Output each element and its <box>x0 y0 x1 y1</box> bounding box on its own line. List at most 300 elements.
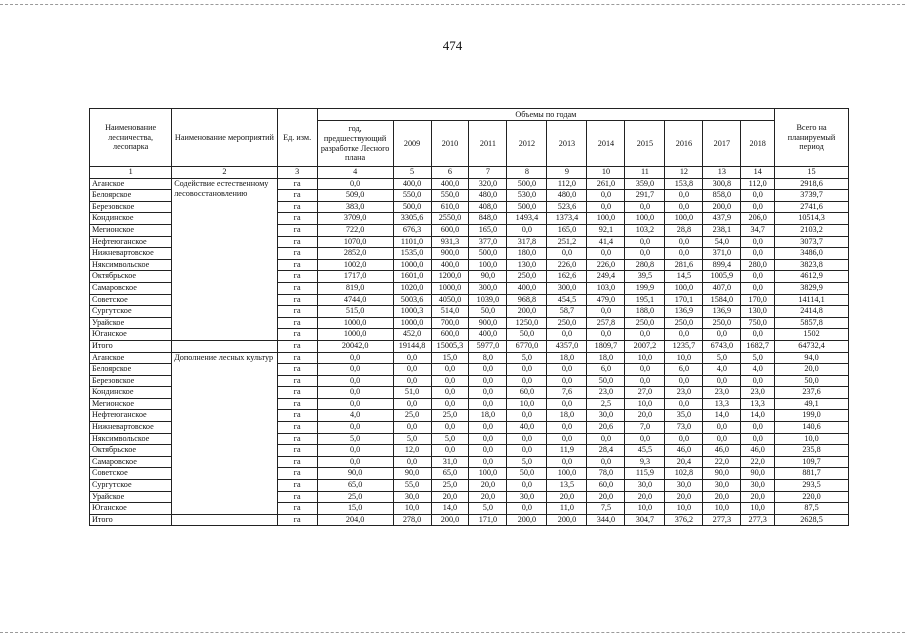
value-cell: 237,6 <box>775 387 849 399</box>
value-cell: 100,0 <box>547 468 587 480</box>
table-row <box>90 352 849 364</box>
header-year: 2010 <box>431 121 469 167</box>
value-cell: 10,0 <box>665 352 703 364</box>
value-cell: 0,0 <box>587 190 625 202</box>
value-cell: 0,0 <box>625 248 665 260</box>
value-cell: 4,0 <box>317 410 393 422</box>
total-value-cell: 277,3 <box>741 514 775 526</box>
value-cell: 0,0 <box>507 433 547 445</box>
forest-plan-table <box>89 108 849 526</box>
value-cell: 65,0 <box>317 480 393 492</box>
total-value-cell: 278,0 <box>393 514 431 526</box>
unit-cell: га <box>277 514 317 526</box>
value-cell: 0,0 <box>741 329 775 341</box>
value-cell: 281,6 <box>665 259 703 271</box>
value-cell: 25,0 <box>317 491 393 503</box>
total-value-cell: 20042,0 <box>317 340 393 352</box>
value-cell: 0,0 <box>741 282 775 294</box>
value-cell: 220,0 <box>775 491 849 503</box>
unit-cell: га <box>277 329 317 341</box>
value-cell: 1584,0 <box>703 294 741 306</box>
value-cell: 5,0 <box>431 433 469 445</box>
value-cell: 112,0 <box>741 178 775 190</box>
column-number: 5 <box>393 167 431 179</box>
value-cell: 1373,4 <box>547 213 587 225</box>
value-cell: 3709,0 <box>317 213 393 225</box>
total-row <box>90 340 849 352</box>
value-cell: 10,0 <box>665 503 703 515</box>
value-cell: 1502 <box>775 329 849 341</box>
value-cell: 0,0 <box>547 433 587 445</box>
value-cell: 1535,0 <box>393 248 431 260</box>
value-cell: 18,0 <box>469 410 507 422</box>
value-cell: 90,0 <box>317 468 393 480</box>
value-cell: 20,0 <box>703 491 741 503</box>
value-cell: 377,0 <box>469 236 507 248</box>
value-cell: 3823,8 <box>775 259 849 271</box>
value-cell: 73,0 <box>665 422 703 434</box>
value-cell: 2,5 <box>587 398 625 410</box>
value-cell: 11,0 <box>547 503 587 515</box>
forestry-name: Мегионское <box>90 398 172 410</box>
value-cell: 9,3 <box>625 456 665 468</box>
total-label: Итого <box>90 514 172 526</box>
value-cell: 1000,0 <box>317 317 393 329</box>
unit-cell: га <box>277 422 317 434</box>
value-cell: 437,9 <box>703 213 741 225</box>
value-cell: 18,0 <box>547 410 587 422</box>
value-cell: 199,0 <box>775 410 849 422</box>
header-year: 2018 <box>741 121 775 167</box>
column-number: 8 <box>507 167 547 179</box>
value-cell: 5857,8 <box>775 317 849 329</box>
value-cell: 0,0 <box>507 480 547 492</box>
value-cell: 250,0 <box>547 317 587 329</box>
value-cell: 10,0 <box>625 398 665 410</box>
value-cell: 46,0 <box>741 445 775 457</box>
total-value-cell: 200,0 <box>431 514 469 526</box>
value-cell: 3829,9 <box>775 282 849 294</box>
value-cell: 261,0 <box>587 178 625 190</box>
value-cell: 15,0 <box>317 503 393 515</box>
forestry-name: Березовское <box>90 201 172 213</box>
value-cell: 4050,0 <box>431 294 469 306</box>
value-cell: 200,0 <box>703 201 741 213</box>
value-cell: 30,0 <box>393 491 431 503</box>
value-cell: 23,0 <box>703 387 741 399</box>
value-cell: 170,1 <box>665 294 703 306</box>
value-cell: 15,0 <box>431 352 469 364</box>
unit-cell: га <box>277 433 317 445</box>
unit-cell: га <box>277 190 317 202</box>
value-cell: 700,0 <box>431 317 469 329</box>
value-cell: 55,0 <box>393 480 431 492</box>
value-cell: 1101,0 <box>393 236 431 248</box>
value-cell: 27,0 <box>625 387 665 399</box>
value-cell: 0,0 <box>625 236 665 248</box>
forestry-name: Нижневартовское <box>90 248 172 260</box>
unit-cell: га <box>277 387 317 399</box>
unit-cell: га <box>277 317 317 329</box>
column-number: 4 <box>317 167 393 179</box>
value-cell: 2741,6 <box>775 201 849 213</box>
value-cell: 4612,9 <box>775 271 849 283</box>
value-cell: 454,5 <box>547 294 587 306</box>
value-cell: 103,2 <box>625 224 665 236</box>
value-cell: 25,0 <box>431 480 469 492</box>
total-value-cell: 171,0 <box>469 514 507 526</box>
value-cell: 400,0 <box>393 178 431 190</box>
total-value-cell: 277,3 <box>703 514 741 526</box>
value-cell: 45,5 <box>625 445 665 457</box>
value-cell: 280,0 <box>741 259 775 271</box>
value-cell: 10514,3 <box>775 213 849 225</box>
value-cell: 90,0 <box>393 468 431 480</box>
value-cell: 100,0 <box>665 213 703 225</box>
value-cell: 600,0 <box>431 224 469 236</box>
value-cell: 136,9 <box>703 306 741 318</box>
value-cell: 250,0 <box>507 271 547 283</box>
header-prev-year: год, предшествующий разработке Лесного плана <box>317 121 393 167</box>
table-row <box>90 178 849 190</box>
value-cell: 0,0 <box>507 445 547 457</box>
value-cell: 90,0 <box>469 271 507 283</box>
total-value-cell: 4357,0 <box>547 340 587 352</box>
value-cell: 0,0 <box>507 224 547 236</box>
value-cell: 5,0 <box>393 433 431 445</box>
unit-cell: га <box>277 375 317 387</box>
value-cell: 10,0 <box>625 352 665 364</box>
table-body <box>90 167 849 526</box>
value-cell: 6,0 <box>665 364 703 376</box>
value-cell: 50,0 <box>507 329 547 341</box>
value-cell: 452,0 <box>393 329 431 341</box>
value-cell: 35,0 <box>665 410 703 422</box>
forestry-name: Юганское <box>90 329 172 341</box>
total-value-cell: 2007,2 <box>625 340 665 352</box>
value-cell: 0,0 <box>703 433 741 445</box>
value-cell: 0,0 <box>507 410 547 422</box>
value-cell: 20,0 <box>587 491 625 503</box>
value-cell: 530,0 <box>507 190 547 202</box>
header-year: 2016 <box>665 121 703 167</box>
value-cell: 92,1 <box>587 224 625 236</box>
value-cell: 50,0 <box>587 375 625 387</box>
forestry-name: Самаровское <box>90 282 172 294</box>
value-cell: 30,0 <box>507 491 547 503</box>
value-cell: 30,0 <box>703 480 741 492</box>
value-cell: 0,0 <box>317 445 393 457</box>
column-number: 1 <box>90 167 172 179</box>
value-cell: 0,0 <box>431 445 469 457</box>
value-cell: 250,0 <box>625 317 665 329</box>
value-cell: 5,0 <box>703 352 741 364</box>
unit-cell: га <box>277 306 317 318</box>
value-cell: 900,0 <box>431 248 469 260</box>
value-cell: 100,0 <box>469 259 507 271</box>
value-cell: 46,0 <box>665 445 703 457</box>
value-cell: 931,3 <box>431 236 469 248</box>
value-cell: 200,0 <box>507 306 547 318</box>
value-cell: 100,0 <box>625 213 665 225</box>
value-cell: 14,0 <box>703 410 741 422</box>
value-cell: 1200,0 <box>431 271 469 283</box>
value-cell: 0,0 <box>665 433 703 445</box>
value-cell: 0,0 <box>393 398 431 410</box>
value-cell: 136,9 <box>665 306 703 318</box>
value-cell: 8,0 <box>469 352 507 364</box>
value-cell: 610,0 <box>431 201 469 213</box>
total-label: Итого <box>90 340 172 352</box>
value-cell: 46,0 <box>703 445 741 457</box>
value-cell: 0,0 <box>625 364 665 376</box>
unit-cell: га <box>277 456 317 468</box>
value-cell: 41,4 <box>587 236 625 248</box>
unit-cell: га <box>277 201 317 213</box>
unit-cell: га <box>277 480 317 492</box>
value-cell: 500,0 <box>469 248 507 260</box>
value-cell: 300,0 <box>547 282 587 294</box>
value-cell: 10,0 <box>741 503 775 515</box>
value-cell: 0,0 <box>317 456 393 468</box>
header-unit: Ед. изм. <box>277 109 317 167</box>
value-cell: 2550,0 <box>431 213 469 225</box>
forestry-name: Нефтеюганское <box>90 236 172 248</box>
unit-cell: га <box>277 236 317 248</box>
unit-cell: га <box>277 340 317 352</box>
value-cell: 0,0 <box>547 456 587 468</box>
forestry-name: Октябрьское <box>90 271 172 283</box>
value-cell: 94,0 <box>775 352 849 364</box>
total-value-cell: 204,0 <box>317 514 393 526</box>
value-cell: 0,0 <box>587 201 625 213</box>
unit-cell: га <box>277 271 317 283</box>
value-cell: 0,0 <box>625 329 665 341</box>
value-cell: 1005,9 <box>703 271 741 283</box>
value-cell: 400,0 <box>431 178 469 190</box>
total-value-cell: 6743,0 <box>703 340 741 352</box>
total-value-cell: 304,7 <box>625 514 665 526</box>
column-number: 12 <box>665 167 703 179</box>
value-cell: 3739,7 <box>775 190 849 202</box>
forestry-name: Кондинское <box>90 213 172 225</box>
value-cell: 226,0 <box>587 259 625 271</box>
value-cell: 12,0 <box>393 445 431 457</box>
total-value-cell: 1809,7 <box>587 340 625 352</box>
value-cell: 7,5 <box>587 503 625 515</box>
scan-edge-bottom <box>0 632 905 633</box>
value-cell: 3486,0 <box>775 248 849 260</box>
value-cell: 1601,0 <box>393 271 431 283</box>
forestry-name: Нижневартовское <box>90 422 172 434</box>
unit-cell: га <box>277 178 317 190</box>
value-cell: 20,0 <box>469 480 507 492</box>
value-cell: 20,0 <box>665 491 703 503</box>
value-cell: 359,0 <box>625 178 665 190</box>
total-value-cell: 200,0 <box>507 514 547 526</box>
value-cell: 2918,6 <box>775 178 849 190</box>
value-cell: 251,2 <box>547 236 587 248</box>
value-cell: 20,0 <box>741 491 775 503</box>
value-cell: 0,0 <box>547 375 587 387</box>
value-cell: 0,0 <box>587 306 625 318</box>
column-number: 10 <box>587 167 625 179</box>
total-value-cell: 200,0 <box>547 514 587 526</box>
forestry-name: Урайское <box>90 491 172 503</box>
value-cell: 14,0 <box>431 503 469 515</box>
value-cell: 34,7 <box>741 224 775 236</box>
forestry-name: Няксимвольское <box>90 433 172 445</box>
value-cell: 4,0 <box>741 364 775 376</box>
total-value-cell: 1682,7 <box>741 340 775 352</box>
total-value-cell: 376,2 <box>665 514 703 526</box>
value-cell: 509,0 <box>317 190 393 202</box>
unit-cell: га <box>277 491 317 503</box>
unit-cell: га <box>277 398 317 410</box>
value-cell: 1250,0 <box>507 317 547 329</box>
value-cell: 100,0 <box>665 282 703 294</box>
value-cell: 0,0 <box>469 456 507 468</box>
value-cell: 400,0 <box>507 282 547 294</box>
value-cell: 54,0 <box>703 236 741 248</box>
value-cell: 50,0 <box>775 375 849 387</box>
value-cell: 0,0 <box>665 236 703 248</box>
value-cell: 90,0 <box>741 468 775 480</box>
value-cell: 30,0 <box>587 410 625 422</box>
value-cell: 0,0 <box>547 329 587 341</box>
value-cell: 25,0 <box>431 410 469 422</box>
header-year: 2014 <box>587 121 625 167</box>
total-value-cell: 15005,3 <box>431 340 469 352</box>
value-cell: 0,0 <box>547 422 587 434</box>
value-cell: 0,0 <box>469 387 507 399</box>
column-number: 11 <box>625 167 665 179</box>
total-row <box>90 514 849 526</box>
value-cell: 0,0 <box>469 364 507 376</box>
value-cell: 858,0 <box>703 190 741 202</box>
value-cell: 6,0 <box>587 364 625 376</box>
value-cell: 0,0 <box>587 248 625 260</box>
value-cell: 400,0 <box>469 329 507 341</box>
value-cell: 0,0 <box>431 387 469 399</box>
unit-cell: га <box>277 259 317 271</box>
value-cell: 206,0 <box>741 213 775 225</box>
value-cell: 130,0 <box>741 306 775 318</box>
value-cell: 60,0 <box>507 387 547 399</box>
value-cell: 479,0 <box>587 294 625 306</box>
value-cell: 249,4 <box>587 271 625 283</box>
value-cell: 408,0 <box>469 201 507 213</box>
value-cell: 0,0 <box>431 398 469 410</box>
column-number: 7 <box>469 167 507 179</box>
value-cell: 58,7 <box>547 306 587 318</box>
value-cell: 300,0 <box>469 282 507 294</box>
value-cell: 0,0 <box>741 433 775 445</box>
total-value-cell: 6770,0 <box>507 340 547 352</box>
value-cell: 899,4 <box>703 259 741 271</box>
value-cell: 13,3 <box>703 398 741 410</box>
value-cell: 514,0 <box>431 306 469 318</box>
value-cell: 881,7 <box>775 468 849 480</box>
value-cell: 0,0 <box>703 422 741 434</box>
value-cell: 20,0 <box>625 410 665 422</box>
value-cell: 238,1 <box>703 224 741 236</box>
value-cell: 30,0 <box>665 480 703 492</box>
value-cell: 31,0 <box>431 456 469 468</box>
unit-cell: га <box>277 248 317 260</box>
value-cell: 13,3 <box>741 398 775 410</box>
value-cell: 51,0 <box>393 387 431 399</box>
header-measure: Наименование мероприятий <box>172 109 277 167</box>
page-number: 474 <box>442 38 463 53</box>
value-cell: 40,0 <box>507 422 547 434</box>
header-year: 2009 <box>393 121 431 167</box>
value-cell: 0,0 <box>469 375 507 387</box>
value-cell: 0,0 <box>507 375 547 387</box>
value-cell: 1002,0 <box>317 259 393 271</box>
value-cell: 1039,0 <box>469 294 507 306</box>
value-cell: 383,0 <box>317 201 393 213</box>
value-cell: 165,0 <box>547 224 587 236</box>
forestry-name: Аганское <box>90 352 172 364</box>
value-cell: 848,0 <box>469 213 507 225</box>
value-cell: 0,0 <box>317 375 393 387</box>
unit-cell: га <box>277 410 317 422</box>
forestry-name: Урайское <box>90 317 172 329</box>
value-cell: 10,0 <box>625 503 665 515</box>
value-cell: 371,0 <box>703 248 741 260</box>
value-cell: 523,6 <box>547 201 587 213</box>
value-cell: 28,8 <box>665 224 703 236</box>
forestry-name: Березовское <box>90 375 172 387</box>
value-cell: 407,0 <box>703 282 741 294</box>
value-cell: 153,8 <box>665 178 703 190</box>
value-cell: 11,9 <box>547 445 587 457</box>
value-cell: 293,5 <box>775 480 849 492</box>
value-cell: 130,0 <box>507 259 547 271</box>
value-cell: 320,0 <box>469 178 507 190</box>
value-cell: 0,0 <box>507 503 547 515</box>
header-year: 2017 <box>703 121 741 167</box>
value-cell: 0,0 <box>741 236 775 248</box>
value-cell: 0,0 <box>469 422 507 434</box>
value-cell: 18,0 <box>547 352 587 364</box>
scan-edge-top <box>0 4 905 5</box>
value-cell: 0,0 <box>469 433 507 445</box>
value-cell: 0,0 <box>317 364 393 376</box>
value-cell: 1000,3 <box>393 306 431 318</box>
value-cell: 550,0 <box>393 190 431 202</box>
value-cell: 4,0 <box>703 364 741 376</box>
value-cell: 20,6 <box>587 422 625 434</box>
unit-cell: га <box>277 503 317 515</box>
value-cell: 0,0 <box>625 375 665 387</box>
unit-cell: га <box>277 445 317 457</box>
value-cell: 300,8 <box>703 178 741 190</box>
value-cell: 18,0 <box>587 352 625 364</box>
value-cell: 13,5 <box>547 480 587 492</box>
value-cell: 1070,0 <box>317 236 393 248</box>
value-cell: 291,7 <box>625 190 665 202</box>
value-cell: 7,0 <box>625 422 665 434</box>
value-cell: 2103,2 <box>775 224 849 236</box>
header-forestry: Наименование лесничества, лесопарка <box>90 109 172 167</box>
value-cell: 0,0 <box>507 364 547 376</box>
value-cell: 140,6 <box>775 422 849 434</box>
value-cell: 0,0 <box>665 248 703 260</box>
column-number: 15 <box>775 167 849 179</box>
value-cell: 39,5 <box>625 271 665 283</box>
